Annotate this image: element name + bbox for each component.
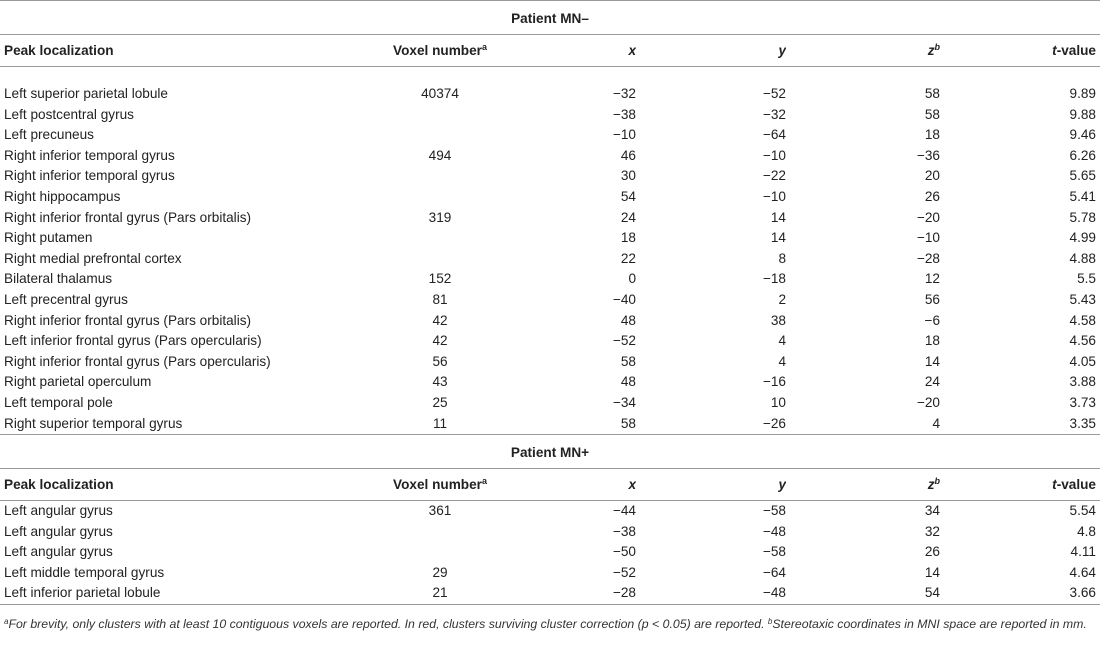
col-header-peak-label: Peak localization xyxy=(4,477,114,493)
cell-y: 4 xyxy=(778,353,786,369)
cell-z: −20 xyxy=(916,394,940,410)
cell-z: 54 xyxy=(924,585,940,601)
cell-z: 58 xyxy=(924,106,940,122)
cell-peak: Left precentral gyrus xyxy=(4,291,128,307)
cell-voxel: 42 xyxy=(432,333,448,349)
cell-x: −32 xyxy=(612,86,636,101)
cell-z: −36 xyxy=(916,147,940,163)
cell-y: 14 xyxy=(770,209,786,225)
col-header-z xyxy=(786,469,940,501)
cell-peak: Right putamen xyxy=(4,230,93,246)
cell-voxel: 152 xyxy=(428,271,452,287)
cell-z: 14 xyxy=(924,564,940,580)
col-header-z-label: z xyxy=(927,477,935,493)
cell-y: −10 xyxy=(762,188,786,204)
cell-z: 18 xyxy=(924,333,940,349)
cell-x: −40 xyxy=(612,291,636,307)
cell-z: 24 xyxy=(924,374,940,390)
table-bottom-rule xyxy=(0,605,1100,606)
cell-y: 8 xyxy=(778,250,786,266)
cell-y: 10 xyxy=(770,394,786,410)
cell-t: 3.73 xyxy=(1069,394,1096,410)
cell-t: 3.66 xyxy=(1069,585,1096,601)
col-header-x xyxy=(540,35,636,67)
cell-x: −44 xyxy=(612,503,636,519)
cell-voxel: 42 xyxy=(432,312,448,328)
col-header-voxel xyxy=(340,469,540,501)
table-row xyxy=(0,414,1100,435)
cell-peak: Right inferior temporal gyrus xyxy=(4,168,175,184)
cell-voxel xyxy=(340,166,540,187)
cell-x: 54 xyxy=(620,188,636,204)
cell-peak: Right inferior frontal gyrus (Pars opercularis) xyxy=(4,353,271,369)
cell-peak: Left middle temporal gyrus xyxy=(4,564,165,580)
cell-voxel: 81 xyxy=(432,291,448,307)
cell-y: −26 xyxy=(762,415,786,431)
table-row xyxy=(0,501,1100,522)
cell-y: 4 xyxy=(778,333,786,349)
cell-x: −52 xyxy=(612,564,636,580)
table-row xyxy=(0,583,1100,604)
cell-t: 5.41 xyxy=(1069,188,1096,204)
cell-y: −64 xyxy=(762,564,786,580)
col-header-t-prefix: t xyxy=(1052,477,1057,493)
results-table-body xyxy=(0,1,1100,606)
cell-y: −58 xyxy=(762,544,786,560)
col-header-x xyxy=(540,469,636,501)
cell-z: 26 xyxy=(924,544,940,560)
cell-peak: Left temporal pole xyxy=(4,394,113,410)
col-header-x-label: x xyxy=(628,477,636,493)
cell-t: 4.58 xyxy=(1069,312,1096,328)
cell-voxel: 56 xyxy=(432,353,448,369)
cell-x: 58 xyxy=(620,353,636,369)
cell-x: −28 xyxy=(612,585,636,601)
col-header-y-label: y xyxy=(778,43,786,58)
cell-y: −48 xyxy=(762,523,786,539)
footnote-b-text: Stereotaxic coordinates in MNI space are reported in mm. xyxy=(772,617,1087,631)
cell-y: 2 xyxy=(778,291,786,307)
section-title: Patient MN+ xyxy=(510,445,590,461)
table-row xyxy=(0,269,1100,290)
table-row xyxy=(0,563,1100,584)
cell-voxel xyxy=(340,522,540,543)
cell-peak: Right inferior frontal gyrus (Pars orbitalis) xyxy=(4,312,252,328)
col-header-z-label: z xyxy=(927,43,935,58)
table-bottom-rule-cell xyxy=(0,605,1100,606)
table-row xyxy=(0,249,1100,270)
cell-z: 12 xyxy=(924,271,940,287)
cell-x: −10 xyxy=(612,127,636,143)
cell-z: 20 xyxy=(924,168,940,184)
column-header-row xyxy=(0,35,1100,67)
cell-z: 34 xyxy=(924,503,940,519)
col-header-y xyxy=(636,35,786,67)
col-header-voxel xyxy=(340,35,540,67)
col-header-z-superscript: b xyxy=(934,476,940,487)
cell-x: 30 xyxy=(620,168,636,184)
cell-voxel: 319 xyxy=(428,209,452,225)
col-header-voxel-label: Voxel number xyxy=(393,43,482,58)
cell-peak: Right medial prefrontal cortex xyxy=(4,250,182,266)
table-row xyxy=(0,105,1100,126)
col-header-t-prefix: t xyxy=(1052,43,1057,58)
table-row xyxy=(0,352,1100,373)
col-header-voxel-superscript: a xyxy=(481,42,487,52)
cell-y: −16 xyxy=(762,374,786,390)
cell-t: 5.5 xyxy=(1077,271,1096,287)
section-spacer xyxy=(0,67,1100,84)
col-header-y xyxy=(636,469,786,501)
cell-y: 38 xyxy=(770,312,786,328)
cell-x: −50 xyxy=(612,544,636,560)
cell-peak: Left angular gyrus xyxy=(4,544,113,560)
cell-t: 4.88 xyxy=(1069,250,1096,266)
cell-y: −10 xyxy=(762,147,786,163)
cell-peak: Left angular gyrus xyxy=(4,523,113,539)
table-row xyxy=(0,290,1100,311)
cell-peak: Right inferior temporal gyrus xyxy=(4,147,175,163)
cell-voxel xyxy=(340,105,540,126)
footnote-b-mark: b xyxy=(767,617,773,626)
cell-peak: Left angular gyrus xyxy=(4,503,113,519)
cell-x: −38 xyxy=(612,523,636,539)
cell-peak: Left precuneus xyxy=(4,127,94,143)
table-row xyxy=(0,84,1100,105)
cell-peak: Right inferior frontal gyrus (Pars orbitalis) xyxy=(4,209,252,225)
cell-voxel: 43 xyxy=(432,374,448,390)
cell-voxel: 25 xyxy=(432,394,448,410)
cell-t: 9.88 xyxy=(1069,106,1096,122)
cell-x: −52 xyxy=(612,333,636,349)
section-spacer-cell xyxy=(0,67,1100,84)
col-header-voxel-label: Voxel number xyxy=(393,477,482,493)
table-row xyxy=(0,311,1100,332)
footnote xyxy=(4,614,1100,635)
cell-voxel xyxy=(340,125,540,146)
cell-t: 3.88 xyxy=(1069,374,1096,390)
cell-voxel: 361 xyxy=(428,503,452,519)
table-row xyxy=(0,542,1100,563)
col-header-t xyxy=(940,469,1100,501)
cell-peak: Bilateral thalamus xyxy=(4,271,113,287)
cell-y: 14 xyxy=(770,230,786,246)
cell-x: 58 xyxy=(620,415,636,431)
section-title-row xyxy=(0,1,1100,35)
section-title: Patient MN– xyxy=(511,11,589,26)
cell-t: 4.11 xyxy=(1070,544,1096,560)
cell-z: 14 xyxy=(924,353,940,369)
section-title-row xyxy=(0,435,1100,469)
col-header-peak-label: Peak localization xyxy=(4,43,114,58)
cell-t: 4.56 xyxy=(1069,333,1096,349)
table-row xyxy=(0,146,1100,167)
cell-y: −58 xyxy=(762,503,786,519)
cell-peak: Left inferior frontal gyrus (Pars opercularis) xyxy=(4,333,262,349)
cell-x: 48 xyxy=(620,374,636,390)
cell-peak: Right hippocampus xyxy=(4,188,121,204)
table-row xyxy=(0,331,1100,352)
table-row xyxy=(0,208,1100,229)
cell-x: 24 xyxy=(620,209,636,225)
cell-z: 32 xyxy=(924,523,940,539)
cell-voxel: 21 xyxy=(432,585,448,601)
table-row xyxy=(0,522,1100,543)
cell-z: 18 xyxy=(924,127,940,143)
cell-z: 56 xyxy=(924,291,940,307)
cell-t: 9.89 xyxy=(1069,86,1096,101)
cell-peak: Left superior parietal lobule xyxy=(4,86,168,101)
col-header-peak xyxy=(0,35,340,67)
cell-t: 4.99 xyxy=(1069,230,1096,246)
footnote-block xyxy=(0,614,1100,635)
column-header-row xyxy=(0,469,1100,501)
col-header-t-suffix: -value xyxy=(1056,43,1096,58)
cell-voxel xyxy=(340,187,540,208)
cell-z: −20 xyxy=(916,209,940,225)
cell-y: −52 xyxy=(762,86,786,101)
cell-x: 18 xyxy=(620,230,636,246)
cell-z: −28 xyxy=(916,250,940,266)
cell-peak: Left postcentral gyrus xyxy=(4,106,134,122)
col-header-x-label: x xyxy=(628,43,636,58)
col-header-y-label: y xyxy=(778,477,786,493)
table-row xyxy=(0,187,1100,208)
col-header-voxel-superscript: a xyxy=(481,476,487,487)
cell-x: 22 xyxy=(620,250,636,266)
cell-voxel: 11 xyxy=(432,415,448,431)
cell-x: −38 xyxy=(612,106,636,122)
cell-x: 46 xyxy=(620,147,636,163)
cell-y: −64 xyxy=(762,127,786,143)
cell-z: −10 xyxy=(916,230,940,246)
cell-y: −18 xyxy=(762,271,786,287)
cell-t: 4.8 xyxy=(1077,523,1096,539)
cell-t: 3.35 xyxy=(1069,415,1096,431)
table-row xyxy=(0,228,1100,249)
cell-x: −34 xyxy=(612,394,636,410)
col-header-peak xyxy=(0,469,340,501)
cell-x: 0 xyxy=(628,271,636,287)
cell-z: 26 xyxy=(924,188,940,204)
table-row xyxy=(0,125,1100,146)
cell-voxel xyxy=(340,249,540,270)
cell-t: 5.54 xyxy=(1069,503,1096,519)
cell-z: 4 xyxy=(932,415,940,431)
cell-z: 58 xyxy=(924,86,940,101)
col-header-t xyxy=(940,35,1100,67)
cell-t: 6.26 xyxy=(1069,147,1096,163)
cell-y: −48 xyxy=(762,585,786,601)
cell-y: −22 xyxy=(762,168,786,184)
table-row xyxy=(0,372,1100,393)
cell-voxel xyxy=(340,228,540,249)
cell-t: 4.64 xyxy=(1069,564,1096,580)
cell-peak: Right parietal operculum xyxy=(4,374,152,390)
table-row xyxy=(0,393,1100,414)
col-header-z xyxy=(786,35,940,67)
col-header-t-suffix: -value xyxy=(1056,477,1096,493)
cell-voxel: 494 xyxy=(428,147,452,163)
cell-voxel: 29 xyxy=(432,564,448,580)
cell-t: 5.78 xyxy=(1069,209,1096,225)
cell-voxel: 40374 xyxy=(421,86,459,101)
cell-y: −32 xyxy=(762,106,786,122)
cell-t: 5.65 xyxy=(1069,168,1096,184)
footnote-a-text: For brevity, only clusters with at least 10 contiguous voxels are reported. In red, clusters surviving cluster correction (p < 0.05) are reported. xyxy=(8,617,768,631)
cell-t: 4.05 xyxy=(1069,353,1096,369)
cell-t: 9.46 xyxy=(1069,127,1096,143)
cell-t: 5.43 xyxy=(1069,291,1096,307)
cell-peak: Right superior temporal gyrus xyxy=(4,415,183,431)
cell-x: 48 xyxy=(620,312,636,328)
col-header-z-superscript: b xyxy=(934,42,940,52)
footnote-a-mark: a xyxy=(4,617,9,626)
cell-peak: Left inferior parietal lobule xyxy=(4,585,161,601)
cell-z: −6 xyxy=(924,312,940,328)
table-row xyxy=(0,166,1100,187)
cell-voxel xyxy=(340,542,540,563)
